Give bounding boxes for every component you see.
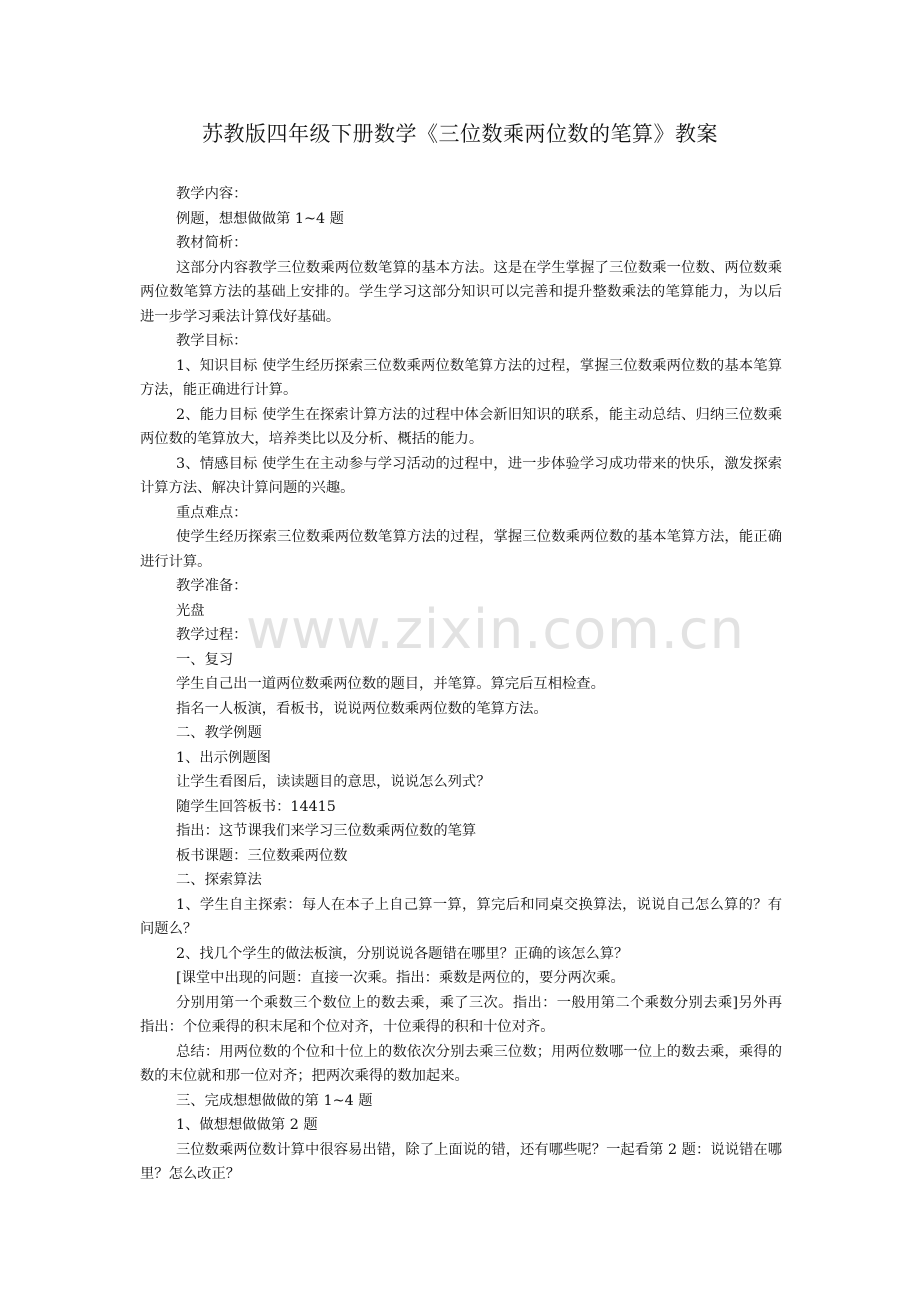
paragraph: 学生自己出一道两位数乘两位数的题目，并笔算。算完后互相检查。 <box>176 676 605 692</box>
paragraph: 总结：用两位数的个位和十位上的数依次分别去乘三位数；用两位数哪一位上的数去乘，乘得的数的末位就和那一位对齐；把两次乘得的数加起来。 <box>140 1043 782 1084</box>
paragraph: 教学内容： <box>176 186 248 202</box>
paragraph: 这部分内容教学三位数乘两位数笔算的基本方法。这是在学生掌握了三位数乘一位数、两位数乘两位数笔算方法的基础上安排的。学生学习这部分知识可以完善和提升整数乘法的笔算能力，为以后进一步学习乘法计算伐好基础。 <box>140 259 782 325</box>
paragraph: 教材简析： <box>176 235 248 251</box>
paragraph: 光盘 <box>176 602 205 619</box>
paragraph: 2、找几个学生的做法板演，分别说说各题错在哪里？正确的该怎么算？ <box>176 945 629 962</box>
paragraph: 二、教学例题 <box>176 725 262 741</box>
paragraph: 三位数乘两位数计算中很容易出错，除了上面说的错，还有哪些呢？一起看第 2 题：说说错在哪里？怎么改正？ <box>140 1141 782 1182</box>
paragraph: 1、做想想做做第 2 题 <box>176 1117 318 1133</box>
document-body <box>140 182 782 1187</box>
paragraph: 1、出示例题图 <box>176 749 271 766</box>
paragraph: 1、学生自主探索：每人在本子上自己算一算，算完后和同桌交换算法，说说自己怎么算的？有问题么？ <box>140 896 782 937</box>
paragraph: 让学生看图后，读读题目的意思，说说怎么列式？ <box>176 774 491 790</box>
paragraph: 一、复习 <box>176 651 234 668</box>
paragraph: 三、完成想想做做的第 1~4 题 <box>176 1092 373 1109</box>
document-title: 苏教版四年级下册数学《三位数乘两位数的笔算》教案 <box>202 122 718 146</box>
paragraph: 随学生回答板书：14415 <box>176 798 336 815</box>
paragraph: 重点难点： <box>176 504 248 521</box>
paragraph: 二、探索算法 <box>176 872 262 888</box>
paragraph: 2、能力目标 使学生在探索计算方法的过程中体会新旧知识的联系，能主动总结、归纳三位数乘两位数的笔算放大，培养类比以及分析、概括的能力。 <box>140 406 782 447</box>
paragraph: 指名一人板演，看板书，说说两位数乘两位数的笔算方法。 <box>176 700 548 717</box>
paragraph: 教学准备： <box>176 578 248 594</box>
paragraph: 3、情感目标 使学生在主动参与学习活动的过程中，进一步体验学习成功带来的快乐，激发探索计算方法、解决计算问题的兴趣。 <box>140 455 782 496</box>
paragraph: 板书课题：三位数乘两位数 <box>176 847 348 864</box>
paragraph: 指出：这节课我们来学习三位数乘两位数的笔算 <box>176 823 477 839</box>
paragraph: [课堂中出现的问题：直接一次乘。指出：乘数是两位的，要分两次乘。 <box>176 970 625 986</box>
paragraph: 分别用第一个乘数三个数位上的数去乘，乘了三次。指出：一般用第二个乘数分别去乘]另外再指出：个位乘得的积末尾和个位对齐，十位乘得的积和十位对齐。 <box>140 994 782 1035</box>
paragraph: 例题，想想做做第 1~4 题 <box>176 210 344 227</box>
paragraph: 使学生经历探索三位数乘两位数笔算方法的过程，掌握三位数乘两位数的基本笔算方法，能正确进行计算。 <box>140 529 782 570</box>
watermark: www.zixin.com.cn <box>246 598 745 661</box>
paragraph: 教学目标： <box>176 333 248 349</box>
paragraph: 1、知识目标 使学生经历探索三位数乘两位数笔算方法的过程，掌握三位数乘两位数的基本笔算方法，能正确进行计算。 <box>140 357 782 398</box>
paragraph: 教学过程： <box>176 627 248 643</box>
